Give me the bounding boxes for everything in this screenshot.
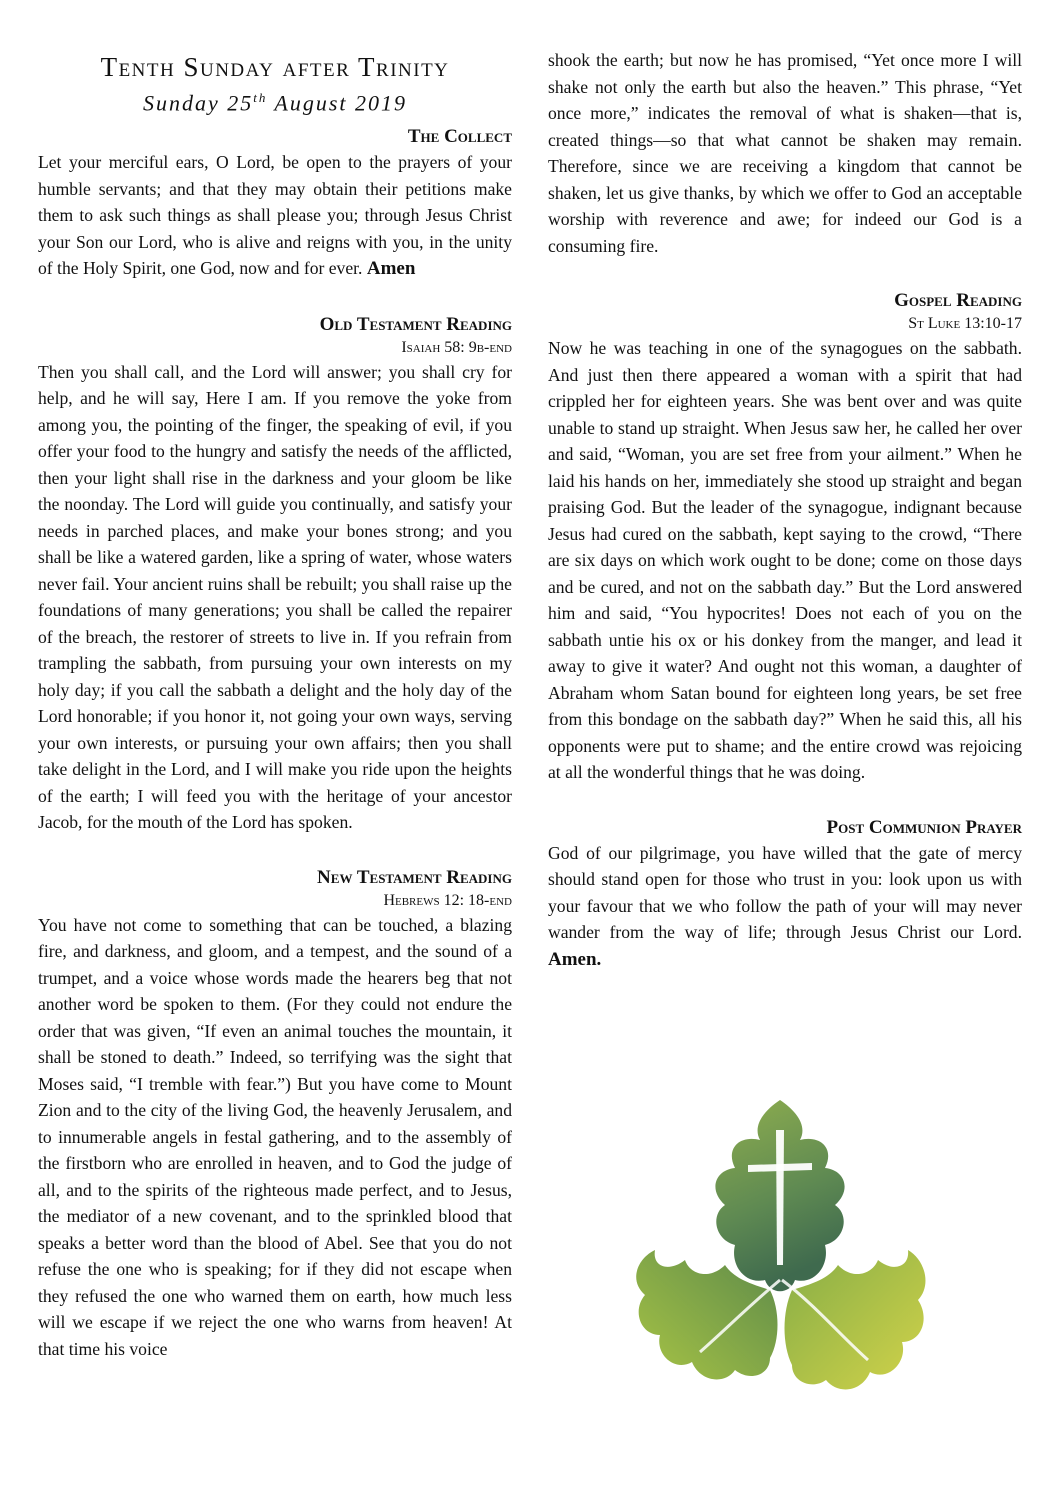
- collect-heading: The Collect: [407, 126, 512, 148]
- new-testament-heading: New Testament Reading: [317, 866, 512, 888]
- new-testament-text-part2: shook the earth; but now he has promised, “Yet once more I will shake not only the earth but also the heaven.” This phrase, “Yet once more,” indicates the removal of what is shaken—that is, created things—so that what cannot be shaken may remain. Therefore, since we are receiving a kingdom that cannot be shaken, let us give thanks, by which we offer to God an acceptable worship with reverence and awe; for indeed our God is a consuming fire.: [548, 50, 1022, 256]
- old-testament-reference: Isaiah 58: 9b-end: [401, 338, 512, 356]
- service-date: Sunday 25th August 2019: [142, 90, 408, 116]
- oak-leaves-cross-logo-icon: [630, 1090, 930, 1430]
- cross-shape: [776, 1130, 784, 1265]
- gospel-reference: St Luke 13:10-17: [908, 315, 1022, 332]
- left-column: [38, 50, 512, 1362]
- post-communion-text: God of our pilgrimage, you have willed that the gate of mercy should stand open for those who trust in you: look upon us with your favour that we who follow the path of your will may never wander from the way of life; through Jesus Christ our Lord. Amen.: [548, 842, 1022, 970]
- gospel-text: Now he was teaching in one of the synagogues on the sabbath. And just then there appeared a woman with a spirit that had crippled her for eighteen years. She was bent over and was quite unable to stand up straight. When Jesus saw her, he called her over and said, “Woman, you are set free from your ailment.” When he laid his hands on her, immediately she stood up straight and began praising God. But the leader of the synagogue, indignant because Jesus had cured on the sabbath, kept saying to the crowd, “There are six days on which work ought to be done; come on those days and be cured, and not on the sabbath day.” But the Lord answered him and said, “You hypocrites! Does not each of you on the sabbath untie his ox or his donkey from the manger, and lead it away to give it water? And ought not this woman, a daughter of Abraham whom Satan bound for eighteen long years, be set free from this bondage on the sabbath day?” When he said this, all his opponents were put to shame; and the entire crowd was rejoicing at all the wonderful things that he was doing.: [548, 338, 1022, 782]
- old-testament-text: Then you shall call, and the Lord will answer; you shall cry for help, and he will say, Here I am. If you remove the yoke from among you, the pointing of the finger, the speaking of evil, if you offer your food to the hungry and satisfy the needs of the afflicted, then your light shall rise in the darkness and your gloom be like the noonday. The Lord will guide you continually, and satisfy your needs in parched places, and make your bones strong; and you shall be like a watered garden, like a spring of water, whose waters never fail. Your ancient ruins shall be rebuilt; you shall raise up the foundations of many generations; you shall be called the repairer of the breach, the restorer of streets to live in. If you refrain from trampling the sabbath, from pursuing your own interests on my holy day; if you call the sabbath a delight and the holy day of the Lord honorable; if you honor it, not going your own ways, serving your own interests, or pursuing your own affairs; then you shall take delight in the Lord, and I will make you ride upon the heights of the earth; I will feed you with the heritage of your ancestor Jacob, for the mouth of the Lord has spoken.: [38, 361, 512, 833]
- gospel-heading: Gospel Reading: [894, 290, 1022, 311]
- collect-text: Let your merciful ears, O Lord, be open to the prayers of your humble servants; and that they may obtain their petitions make them to ask such things as shall please you; through Jesus Christ your Son our Lord, who is alive and reigns with you, in the unity of the Holy Spirit, one God, now and for ever. Amen: [38, 152, 512, 280]
- post-communion-amen: Amen.: [548, 948, 602, 970]
- new-testament-reference: Hebrews 12: 18-end: [383, 891, 512, 909]
- new-testament-text-part1: You have not come to something that can be touched, a blazing fire, and darkness, and gloom, and a tempest, and the sound of a trumpet, and a voice whose words made the hearers beg that not another word be spoken to them. (For they could not endure the order that was given, “If even an animal touches the mountain, it shall be stoned to death.” Indeed, so terrifying was the sight that Moses said, “I tremble with fear.”) But you have come to Mount Zion and to the city of the living God, the heavenly Jerusalem, and to innumerable angels in festal gathering, and to the assembly of the firstborn who are enrolled in heaven, and to God the judge of all, and to the spirits of the righteous made perfect, and to Jesus, the mediator of a new covenant, and to the sprinkled blood that speaks a better word than the blood of Abel. See that you do not refuse the one who is speaking; for if they did not escape when they refused the one who warned them on earth, how much less will we escape if we reject the one who warns from heaven! At that time his voice: [38, 914, 512, 1359]
- post-communion-heading: Post Communion Prayer: [826, 816, 1022, 838]
- right-column: [548, 47, 1022, 973]
- collect-amen: Amen: [366, 258, 416, 280]
- page-title: Tenth Sunday after Trinity: [100, 52, 450, 82]
- old-testament-heading: Old Testament Reading: [319, 313, 512, 335]
